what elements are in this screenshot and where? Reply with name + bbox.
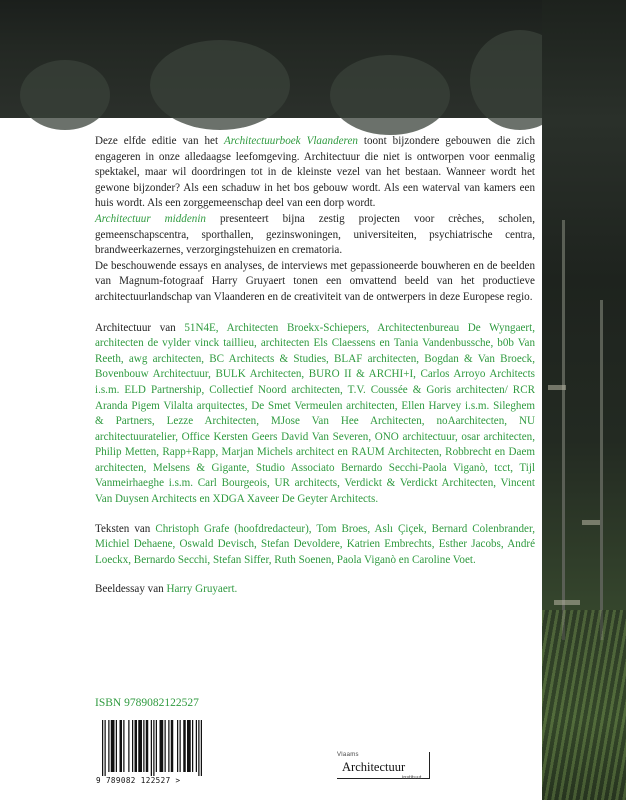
logo-text-main: Architectuur [342, 760, 406, 774]
authors-paragraph [95, 522, 535, 569]
barcode [96, 718, 204, 790]
intro-paragraph [95, 134, 535, 212]
intro-text-1: Deze elfde editie van het [95, 135, 224, 147]
blurb-text [95, 134, 535, 608]
barcode-bars [96, 718, 204, 776]
middenin-text: presenteert bijna zestig projecten voor crèches, scholen, gemeenschapscentra, sporthallen, gezinswoningen, universiteiten, psychiatrische centra, brandweerkazernes, verzorgingstehuizen en crematoria. [95, 212, 535, 257]
book-title: Architectuurboek Vlaanderen [224, 135, 358, 147]
cover-photo-top [0, 0, 626, 118]
isbn-label: ISBN 9789082122527 [95, 697, 199, 709]
barcode-digits: 9 789082 122527 > [96, 776, 181, 785]
intro-text-2: toont bijzondere gebouwen die zich engageren in onze alledaagse leefomgeving. Architectuur die niet is ontworpen voor eenmalig spektakel, maar wil doordringen tot in de kleinste vezel van het bestaan. Wanneer wordt het gewone bijzonder? Als een schaduw in het bos gebouw wordt. Als een waterval van kamers een huis wordt. Als een zorggemeenschap deel van een dorp wordt. [95, 135, 535, 210]
essays-paragraph: De beschouwende essays en analyses, de interviews met gepassioneerde bouwheren en de beelden van Magnum-fotograaf Harry Gruyaert tonen een omvattend beeld van het productieve architectuurlandschap van Vlaanderen en de creativiteit van de ontwerpers in deze Europese regio. [95, 259, 535, 303]
architects-prefix: Architectuur van [95, 321, 185, 334]
texts-prefix: Teksten van [95, 522, 156, 535]
photo-essay-prefix: Beeldessay van [95, 583, 167, 596]
middenin-paragraph [95, 212, 535, 259]
photo-essay-paragraph [95, 582, 535, 598]
publisher-logo [337, 752, 432, 782]
photographer-name: Harry Gruyaert. [166, 583, 238, 596]
logo-text-bottom: instituut [402, 775, 422, 781]
middenin-title: Architectuur middenin [95, 212, 206, 225]
logo-text-top: Vlaams [337, 752, 359, 758]
authors-list: Christoph Grafe (hoofdredacteur), Tom Broes, Aslı Çiçek, Bernard Colenbrander, Michiel Dehaene, Oswald Devisch, Stefan Devoldere, Katrien Embrechts, Esther Jacobs, André Loeckx, Bernardo Secchi, Stefan Siffer, Ruth Soenen, Paola Viganò en Caroline Voet. [95, 522, 535, 566]
architects-paragraph [95, 321, 535, 508]
architects-list: 51N4E, Architecten Broekx-Schiepers, Architectenbureau De Wyngaert, architecten de vylder vinck taillieu, architecten Els Claessens en Tania Vandenbussche, b0b Van Reeth, awg architecten, BC Architects & Studies, BLAF architecten, Bogdan & Van Broeck, Bovenbouw Architectuur, BULK Architecten, BURO II & ARCHI+I, Carlos Arroyo Architects i.s.m. ELD Partnership, Collectief Noord architecten, T.V. Coussée & Goris architecten/ RCR Aranda Pigem Vilalta arquitectes, De Smet Vermeulen architecten, Ellen Harvey i.s.m. Sileghem & Partners, Lezze Architecten, MJose Van Hee Architecten, noAarchitecten, NU architectuuratelier, Office Kersten Geers David Van Severen, ONO architectuur, osar architecten, Philip Metten, Rapp+Rapp, Marjan Michels architect en RAUM Architecten, Robbrecht en Daem architecten, Melsens & Gigante, Studio Associato Bernardo Secchi-Paola Viganò, tcct, Tijl Vanmeirhaeghe i.s.m. Carl Bourgeois, UR architects, Verdickt & Verdickt Architecten, Vincent Van Duysen Architects en XDGA Xaveer De Geyter Architects. [95, 321, 535, 506]
cover-photo-right [542, 0, 626, 800]
